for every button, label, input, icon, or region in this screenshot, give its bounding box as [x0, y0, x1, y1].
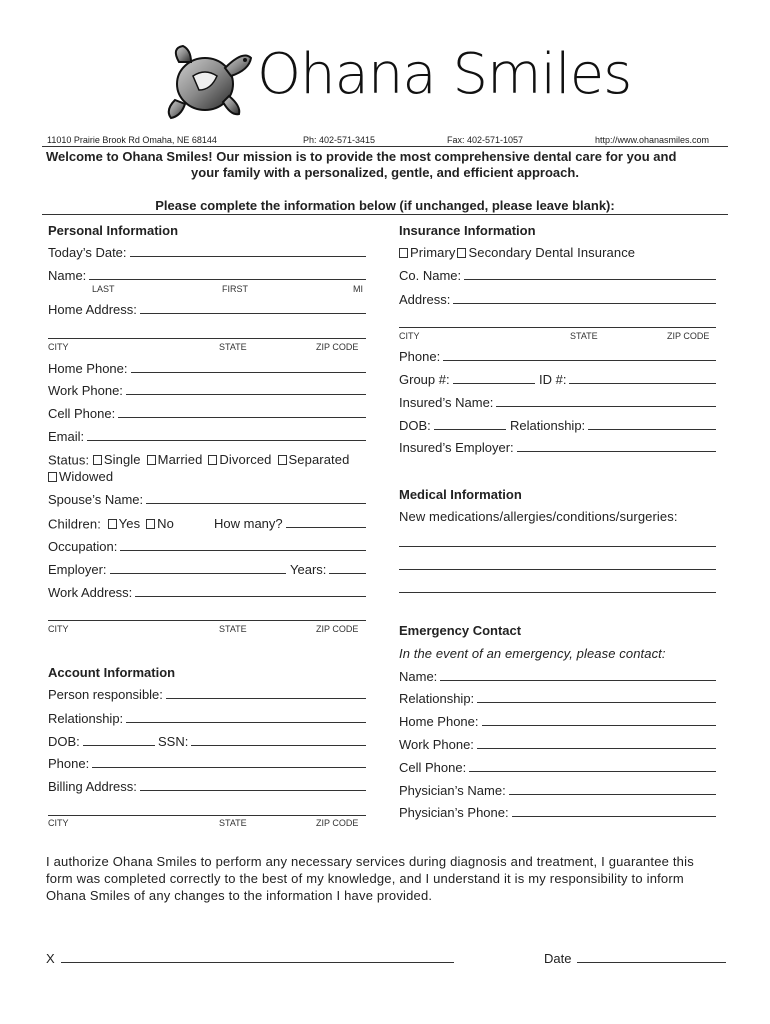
emergency-home-phone-label: Home Phone: [399, 714, 479, 729]
header-divider [42, 146, 728, 147]
status-label: Status: [48, 452, 90, 468]
insurance-address-line-2[interactable] [399, 327, 716, 328]
account-ssn-label: SSN: [158, 734, 189, 749]
cell-phone-row [48, 406, 366, 421]
years-label: Years: [290, 562, 327, 577]
emergency-name-label: Name: [399, 669, 438, 684]
work-address-label: Work Address: [48, 585, 133, 600]
instruction-text: Please complete the information below (if unchanged, please leave blank): [155, 198, 615, 213]
billing-zip-caption: ZIP CODE [316, 818, 359, 828]
account-phone-label: Phone: [48, 756, 90, 771]
insured-dob-field[interactable] [434, 429, 506, 430]
account-dob-label: DOB: [48, 734, 80, 749]
id-label: ID #: [539, 372, 567, 387]
signature-date-label: Date [544, 951, 572, 966]
insured-employer-field[interactable] [517, 451, 716, 452]
insurance-zip-caption: ZIP CODE [667, 331, 710, 341]
spouse-row [48, 492, 366, 507]
email-field[interactable] [87, 440, 366, 441]
work-address-row [48, 585, 366, 600]
physician-name-row [399, 783, 716, 798]
clinic-fax: Fax: 402-571-1057 [447, 135, 524, 145]
status-married-checkbox[interactable] [147, 455, 156, 465]
status-separated-option[interactable]: Separated [278, 452, 350, 467]
name-first-caption: FIRST [222, 284, 248, 294]
how-many-label: How many? [214, 516, 283, 531]
clinic-phone: Ph: 402-571-3415 [303, 135, 376, 145]
insurance-phone-field[interactable] [443, 360, 716, 361]
emergency-work-phone-label: Work Phone: [399, 737, 474, 752]
clinic-website[interactable]: http://www.ohanasmiles.com [595, 135, 710, 145]
insurance-phone-label: Phone: [399, 349, 441, 364]
home-phone-field[interactable] [131, 372, 367, 373]
insurance-secondary-checkbox[interactable] [457, 248, 466, 258]
welcome-line-2: your family with a personalized, gentle, and efficient approach. [191, 165, 579, 180]
insurance-city-caption: CITY [399, 331, 420, 341]
children-no-option[interactable]: No [146, 516, 174, 531]
account-relationship-row [48, 711, 366, 726]
insurance-address-label: Address: [399, 292, 451, 307]
physician-phone-row [399, 805, 716, 820]
account-phone-row [48, 756, 366, 771]
insurance-type-row [399, 245, 641, 261]
welcome-line-1: Welcome to Ohana Smiles! Our mission is to provide the most comprehensive dental care for you and [46, 149, 677, 164]
billing-city-caption: CITY [48, 818, 69, 828]
physician-name-label: Physician’s Name: [399, 783, 506, 798]
email-row [48, 429, 366, 444]
account-relationship-label: Relationship: [48, 711, 124, 726]
group-label: Group #: [399, 372, 450, 387]
physician-name-field[interactable] [509, 794, 716, 795]
logo [165, 38, 632, 128]
authorization-line-1: I authorize Ohana Smiles to perform any necessary services during diagnosis and treatment, I guarantee this [46, 854, 694, 869]
signature-field[interactable] [61, 962, 454, 963]
account-ssn-field[interactable] [191, 745, 366, 746]
emergency-cell-phone-row [399, 760, 716, 775]
billing-address-label: Billing Address: [48, 779, 137, 794]
date-row [544, 951, 726, 966]
physician-phone-field[interactable] [512, 816, 716, 817]
home-address-label: Home Address: [48, 302, 137, 317]
co-name-row [399, 268, 716, 283]
signature-date-field[interactable] [577, 962, 726, 963]
person-responsible-row [48, 687, 366, 702]
insured-employer-label: Insured’s Employer: [399, 440, 514, 455]
insured-relationship-field[interactable] [588, 429, 716, 430]
occupation-field[interactable] [120, 550, 366, 551]
account-phone-field[interactable] [92, 767, 366, 768]
medical-section-title: Medical Information [399, 487, 522, 502]
emergency-relationship-row [399, 691, 716, 706]
email-label: Email: [48, 429, 85, 444]
emergency-home-phone-field[interactable] [482, 725, 717, 726]
work-address-field[interactable] [135, 596, 366, 597]
emergency-name-field[interactable] [440, 680, 716, 681]
billing-address-line-2[interactable] [48, 815, 366, 816]
billing-address-row [48, 779, 366, 794]
signature-row [46, 951, 454, 966]
group-field[interactable] [453, 383, 535, 384]
home-address-field[interactable] [140, 313, 366, 314]
status-married-option[interactable]: Married [147, 452, 203, 467]
work-phone-row [48, 383, 366, 398]
status-divorced-checkbox[interactable] [208, 455, 217, 465]
how-many-row [214, 516, 366, 531]
insurance-address-row [399, 292, 716, 307]
home-address-row [48, 302, 366, 317]
emergency-relationship-field[interactable] [477, 702, 716, 703]
emergency-subtitle: In the event of an emergency, please contact: [399, 646, 666, 661]
signature-x-label: X [46, 951, 55, 966]
account-relationship-field[interactable] [126, 722, 366, 723]
personal-section-title: Personal Information [48, 223, 179, 238]
insured-name-field[interactable] [496, 406, 716, 407]
emergency-section-title: Emergency Contact [399, 623, 522, 638]
occupation-label: Occupation: [48, 539, 118, 554]
clinic-address: 11010 Prairie Brook Rd Omaha, NE 68144 [47, 135, 217, 145]
todays-date-label: Today’s Date: [48, 245, 127, 260]
status-single-checkbox[interactable] [93, 455, 102, 465]
account-ssn-row [158, 734, 366, 749]
authorization-line-2: form was completed correctly to the best of my knowledge, and I understand it is my responsibility to inform [46, 871, 684, 886]
medical-line-3[interactable] [399, 592, 716, 593]
work-zip-caption: ZIP CODE [316, 624, 359, 634]
insurance-section-title: Insurance Information [399, 223, 536, 238]
emergency-relationship-label: Relationship: [399, 691, 475, 706]
insurance-primary-option[interactable]: Primary [399, 245, 455, 260]
instruction-divider [42, 214, 728, 215]
physician-phone-label: Physician’s Phone: [399, 805, 509, 820]
medical-line-2[interactable] [399, 569, 716, 570]
work-address-line-2[interactable] [48, 620, 366, 621]
home-state-caption: STATE [219, 342, 247, 352]
group-row [399, 372, 535, 387]
home-phone-label: Home Phone: [48, 361, 128, 376]
turtle-logo-icon [165, 40, 255, 122]
cell-phone-field[interactable] [118, 417, 366, 418]
brand-name: Ohana Smiles [257, 42, 632, 107]
work-city-caption: CITY [48, 624, 69, 634]
home-address-line-2[interactable] [48, 338, 366, 339]
new-medications-label: New medications/allergies/conditions/surgeries: [399, 509, 678, 524]
todays-date-field[interactable] [130, 256, 366, 257]
insured-dob-row [399, 418, 506, 433]
status-separated-checkbox[interactable] [278, 455, 287, 465]
status-divorced-option[interactable]: Divorced [208, 452, 271, 467]
occupation-row [48, 539, 366, 554]
insured-relationship-row [510, 418, 716, 433]
how-many-field[interactable] [286, 527, 366, 528]
insured-employer-row [399, 440, 716, 455]
status-row [48, 452, 349, 468]
todays-date-row [48, 245, 366, 260]
years-field[interactable] [329, 573, 366, 574]
id-field[interactable] [569, 383, 716, 384]
children-no-checkbox[interactable] [146, 519, 155, 529]
employer-row [48, 562, 286, 577]
billing-state-caption: STATE [219, 818, 247, 828]
emergency-work-phone-field[interactable] [477, 748, 716, 749]
home-zip-caption: ZIP CODE [316, 342, 359, 352]
medical-line-1[interactable] [399, 546, 716, 547]
insurance-address-field[interactable] [453, 303, 716, 304]
insured-dob-label: DOB: [399, 418, 431, 433]
children-yes-checkbox[interactable] [108, 519, 117, 529]
insured-name-row [399, 395, 716, 410]
account-dob-field[interactable] [83, 745, 155, 746]
emergency-name-row [399, 669, 716, 684]
emergency-work-phone-row [399, 737, 716, 752]
cell-phone-label: Cell Phone: [48, 406, 116, 421]
insurance-primary-checkbox[interactable] [399, 248, 408, 258]
insurance-state-caption: STATE [570, 331, 598, 341]
account-section-title: Account Information [48, 665, 176, 680]
status-single-option[interactable]: Single [93, 452, 141, 467]
authorization-line-3: Ohana Smiles of any changes to the information I have provided. [46, 888, 433, 903]
billing-address-field[interactable] [140, 790, 366, 791]
co-name-label: Co. Name: [399, 268, 462, 283]
work-phone-label: Work Phone: [48, 383, 123, 398]
work-phone-field[interactable] [126, 394, 366, 395]
emergency-cell-phone-label: Cell Phone: [399, 760, 467, 775]
status-widowed-checkbox[interactable] [48, 472, 57, 482]
children-row [48, 516, 180, 532]
name-row [48, 268, 366, 283]
years-row [290, 562, 366, 577]
name-mi-caption: MI [353, 284, 363, 294]
children-yes-option[interactable]: Yes [108, 516, 141, 531]
children-label: Children: [48, 516, 101, 532]
insurance-secondary-option[interactable]: Secondary Dental Insurance [457, 245, 635, 260]
spouse-field[interactable] [146, 503, 366, 504]
emergency-cell-phone-field[interactable] [469, 771, 716, 772]
home-city-caption: CITY [48, 342, 69, 352]
insured-relationship-label: Relationship: [510, 418, 586, 433]
id-row [539, 372, 716, 387]
insured-name-label: Insured’s Name: [399, 395, 494, 410]
emergency-home-phone-row [399, 714, 716, 729]
spouse-label: Spouse’s Name: [48, 492, 144, 507]
work-state-caption: STATE [219, 624, 247, 634]
person-responsible-label: Person responsible: [48, 687, 163, 702]
status-widowed-option[interactable]: Widowed [48, 469, 113, 484]
insurance-phone-row [399, 349, 716, 364]
name-last-caption: LAST [92, 284, 115, 294]
home-phone-row [48, 361, 366, 376]
co-name-field[interactable] [464, 279, 716, 280]
name-label: Name: [48, 268, 87, 283]
person-responsible-field[interactable] [166, 698, 366, 699]
employer-label: Employer: [48, 562, 107, 577]
name-field[interactable] [89, 279, 366, 280]
account-dob-row [48, 734, 155, 749]
employer-field[interactable] [110, 573, 286, 574]
